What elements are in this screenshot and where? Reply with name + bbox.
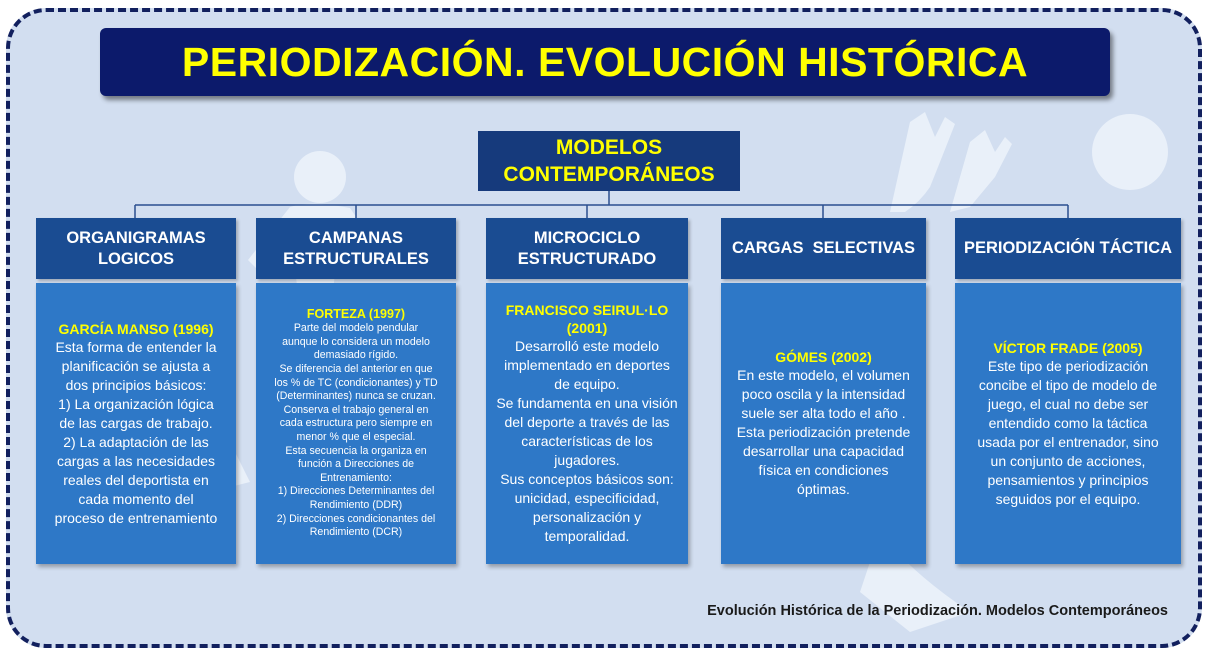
body-line: menor % que el especial. bbox=[296, 431, 416, 443]
root-node-line-2: CONTEMPORÁNEOS bbox=[503, 163, 715, 186]
body-line: concibe el tipo de modelo de bbox=[978, 376, 1158, 393]
heading-line: CAMPANAS bbox=[308, 228, 404, 247]
body-line: Rendimiento (DCR) bbox=[309, 526, 403, 539]
page-title: PERIODIZACIÓN. EVOLUCIÓN HISTÓRICA bbox=[181, 38, 1029, 85]
body-line: 1) La organización lógica bbox=[58, 395, 214, 412]
body-line: del deporte a través de las bbox=[504, 414, 670, 430]
column-body-microciclo bbox=[486, 283, 688, 564]
column-author-year: (2001) bbox=[566, 320, 608, 336]
body-line: (Determinantes) nunca se cruzan. bbox=[276, 390, 436, 403]
heading-line: MICROCICLO bbox=[533, 228, 641, 247]
column-author: VÍCTOR FRADE (2005) bbox=[993, 339, 1143, 356]
body-line: Rendimiento (DDR) bbox=[309, 498, 403, 511]
column-author: GARCÍA MANSO (1996) bbox=[58, 320, 214, 337]
body-line: Esta forma de entender la bbox=[55, 338, 217, 355]
body-line: demasiado rígido. bbox=[313, 349, 399, 362]
body-line: Conserva el trabajo general en bbox=[283, 403, 429, 416]
body-line: temporalidad. bbox=[544, 528, 630, 544]
body-line: seguidos por el equipo. bbox=[995, 490, 1141, 507]
body-line: proceso de entrenamiento bbox=[54, 509, 218, 526]
column-author: FORTEZA (1997) bbox=[306, 307, 406, 322]
body-line: función a Direcciones de bbox=[297, 458, 414, 471]
body-line: reales del deportista en bbox=[63, 471, 209, 488]
body-line: poco oscila y la intensidad bbox=[741, 386, 906, 402]
body-line: Esta periodización pretende bbox=[736, 424, 911, 440]
heading-line: PERIODIZACIÓN TÁCTICA bbox=[963, 239, 1173, 257]
body-line: cargas a las necesidades bbox=[57, 452, 215, 469]
body-line: Parte del modelo pendular bbox=[293, 322, 419, 335]
column-heading-cargas bbox=[721, 218, 926, 279]
body-line: pensamientos y principios bbox=[987, 471, 1149, 488]
body-line: cada estructura pero siempre en bbox=[279, 417, 433, 430]
body-line: 1) Direcciones Determinantes del bbox=[277, 485, 435, 498]
body-line: un conjunto de acciones, bbox=[990, 452, 1146, 469]
body-line: usada por el entrenador, sino bbox=[977, 433, 1159, 450]
body-line: suele ser alta todo el año . bbox=[741, 405, 906, 421]
body-line: dos principios básicos: bbox=[65, 376, 207, 393]
body-line: Esta secuencia la organiza en bbox=[285, 444, 427, 457]
body-line: física en condiciones bbox=[758, 462, 889, 478]
heading-line: CARGAS SELECTIVAS bbox=[731, 239, 916, 257]
heading-line: ESTRUCTURALES bbox=[283, 249, 429, 268]
column-author: FRANCISCO SEIRUL·LO bbox=[505, 302, 669, 318]
heading-line: ORGANIGRAMAS bbox=[66, 228, 206, 247]
heading-line: LOGICOS bbox=[97, 249, 175, 268]
body-line: Este tipo de periodización bbox=[987, 357, 1149, 374]
body-line: características de los bbox=[521, 433, 653, 449]
body-line: personalización y bbox=[532, 509, 642, 525]
column-heading-microciclo bbox=[486, 218, 688, 279]
column-heading-organigramas bbox=[36, 218, 236, 279]
body-line: los % de TC (condicionantes) y TD bbox=[274, 376, 438, 389]
body-line: Entrenamiento: bbox=[320, 471, 392, 484]
column-body-organigramas bbox=[36, 283, 236, 564]
body-line: implementado en deportes bbox=[504, 357, 670, 373]
body-line: de las cargas de trabajo. bbox=[59, 414, 213, 431]
body-line: Se diferencia del anterior en que bbox=[279, 363, 433, 376]
body-line: Se fundamenta en una visión bbox=[496, 395, 678, 411]
body-line: entendido como la táctica bbox=[988, 414, 1148, 431]
column-author: GÓMES (2002) bbox=[775, 349, 872, 365]
column-body-cargas bbox=[721, 283, 926, 564]
column-heading-periodizacion-tactica bbox=[955, 218, 1181, 279]
figure-caption: Evolución Histórica de la Periodización. Modelos Contemporáneos bbox=[707, 603, 1168, 619]
body-line: juego, el cual no debe ser bbox=[987, 395, 1149, 412]
body-line: desarrollar una capacidad bbox=[742, 443, 905, 459]
body-line: aunque lo considera un modelo bbox=[282, 335, 430, 348]
heading-line: ESTRUCTURADO bbox=[517, 249, 657, 268]
body-line: unicidad, especificidad, bbox=[514, 490, 660, 506]
body-line: Sus conceptos básicos son: bbox=[500, 471, 674, 487]
column-body-campanas bbox=[256, 283, 456, 564]
body-line: jugadores. bbox=[554, 452, 620, 468]
column-heading-campanas bbox=[256, 218, 456, 279]
body-line: En este modelo, el volumen bbox=[737, 367, 910, 383]
body-line: cada momento del bbox=[78, 490, 194, 507]
body-line: 2) Direcciones condicionantes del bbox=[276, 512, 436, 525]
column-body-periodizacion-tactica bbox=[955, 283, 1181, 564]
body-line: Desarrolló este modelo bbox=[515, 338, 659, 354]
root-node-modelos-contemporaneos bbox=[478, 131, 740, 191]
root-node-line-1: MODELOS bbox=[555, 136, 663, 159]
body-line: de equipo. bbox=[554, 376, 620, 392]
body-line: óptimas. bbox=[797, 481, 850, 497]
body-line: 2) La adaptación de las bbox=[63, 433, 209, 450]
body-line: planificación se ajusta a bbox=[61, 357, 211, 374]
